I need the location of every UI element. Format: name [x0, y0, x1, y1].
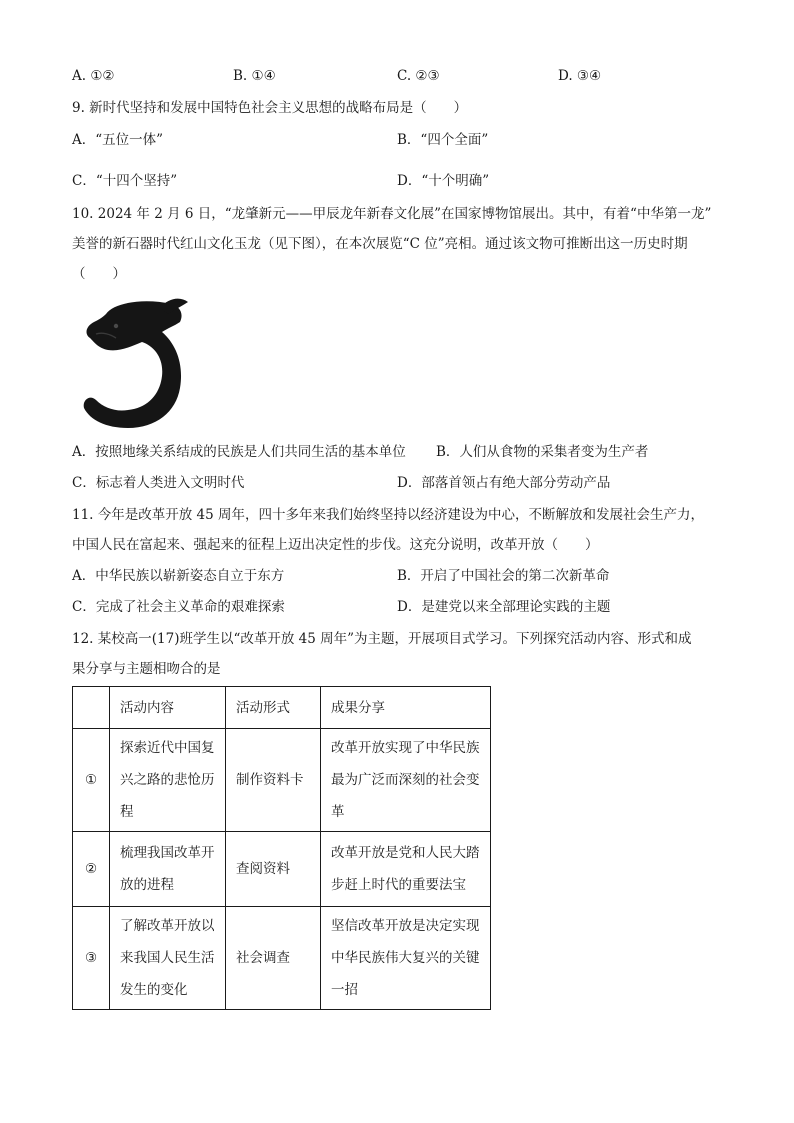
q9-stem: 9. 新时代坚持和发展中国特色社会主义思想的战略布局是（ ） — [72, 100, 468, 116]
q9-option-d: D．“十个明确” — [397, 173, 490, 189]
q10-option-b: B．人们从食物的采集者变为生产者 — [436, 444, 649, 460]
q11-option-d: D．是建党以来全部理论实践的主题 — [397, 599, 611, 615]
cell-line: 发生的变化 — [120, 982, 188, 998]
table-header-row — [73, 687, 491, 729]
q11-option-a: A．中华民族以崭新姿态自立于东方 — [72, 568, 285, 584]
q11-stem-line-1: 11. 今年是改革开放 45 周年，四十多年来我们始终坚持以经济建设为中心，不断解放和发展社会生产力， — [72, 507, 705, 523]
result-sharing — [321, 832, 491, 907]
row-number: ③ — [73, 907, 110, 1010]
q9-option-a: A．“五位一体” — [72, 132, 164, 148]
activity-content — [110, 729, 226, 832]
q10-option-c: C．标志着人类进入文明时代 — [72, 475, 245, 491]
q11-option-b: B．开启了中国社会的第二次新革命 — [397, 568, 610, 584]
activity-form: 查阅资料 — [226, 832, 321, 907]
q8-option-b: B. ①④ — [233, 68, 276, 84]
activity-content — [110, 907, 226, 1010]
jade-dragon-image — [76, 296, 191, 431]
q10-stem-line-3: （ ） — [72, 266, 126, 282]
q10-stem-line-1: 10. 2024 年 2 月 6 日，“龙肇新元——甲辰龙年新春文化展”在国家博物馆展出。其中，有着“中华第一龙” — [72, 206, 712, 222]
cell-line: 兴之路的悲怆历 — [120, 772, 215, 788]
q8-option-a: A. ①② — [72, 68, 115, 84]
q9-option-c: C．“十四个坚持” — [72, 173, 178, 189]
q10-stem-line-2: 美誉的新石器时代红山文化玉龙（见下图），在本次展览“C 位”亮相。通过该文物可推断出这一历史时期 — [72, 236, 688, 252]
cell-line: 放的进程 — [120, 877, 174, 893]
cell-line: 来我国人民生活 — [120, 950, 215, 966]
cell-line: 梳理我国改革开 — [120, 845, 215, 861]
cell-line: 革 — [331, 804, 345, 820]
cell-line: 一招 — [331, 982, 358, 998]
row-number: ② — [73, 832, 110, 907]
q11-stem-line-2: 中国人民在富起来、强起来的征程上迈出决定性的步伐。这充分说明，改革开放（ ） — [72, 537, 599, 553]
cell-line: 坚信改革开放是决定实现 — [331, 918, 480, 934]
table-header-cell: 活动内容 — [110, 687, 226, 729]
table-row — [73, 907, 491, 1010]
table-header-cell — [73, 687, 110, 729]
result-sharing — [321, 907, 491, 1010]
q12-stem-line-1: 12. 某校高一(17)班学生以“改革开放 45 周年”为主题，开展项目式学习。下列探究活动内容、形式和成 — [72, 631, 692, 647]
cell-line: 最为广泛而深刻的社会变 — [331, 772, 480, 788]
q8-option-c: C. ②③ — [397, 68, 440, 84]
table-header-cell: 成果分享 — [321, 687, 491, 729]
cell-line: 改革开放实现了中华民族 — [331, 740, 480, 756]
cell-line: 中华民族伟大复兴的关键 — [331, 950, 480, 966]
activity-form: 社会调查 — [226, 907, 321, 1010]
q10-option-a: A．按照地缘关系结成的民族是人们共同生活的基本单位 — [72, 444, 406, 460]
activity-content — [110, 832, 226, 907]
cell-line: 探索近代中国复 — [120, 740, 215, 756]
cell-line: 步赶上时代的重要法宝 — [331, 877, 466, 893]
q10-option-d: D．部落首领占有绝大部分劳动产品 — [397, 475, 611, 491]
cell-line: 改革开放是党和人民大踏 — [331, 845, 480, 861]
table-header-cell: 活动形式 — [226, 687, 321, 729]
table-row — [73, 729, 491, 832]
row-number: ① — [73, 729, 110, 832]
q9-option-b: B．“四个全面” — [397, 132, 489, 148]
cell-line: 了解改革开放以 — [120, 918, 215, 934]
table-row — [73, 832, 491, 907]
result-sharing — [321, 729, 491, 832]
q8-option-d: D. ③④ — [558, 68, 602, 84]
activity-form: 制作资料卡 — [226, 729, 321, 832]
q12-stem-line-2: 果分享与主题相吻合的是 — [72, 661, 221, 677]
q11-option-c: C．完成了社会主义革命的艰难探索 — [72, 599, 285, 615]
cell-line: 程 — [120, 804, 134, 820]
q12-activity-table — [72, 686, 491, 1010]
